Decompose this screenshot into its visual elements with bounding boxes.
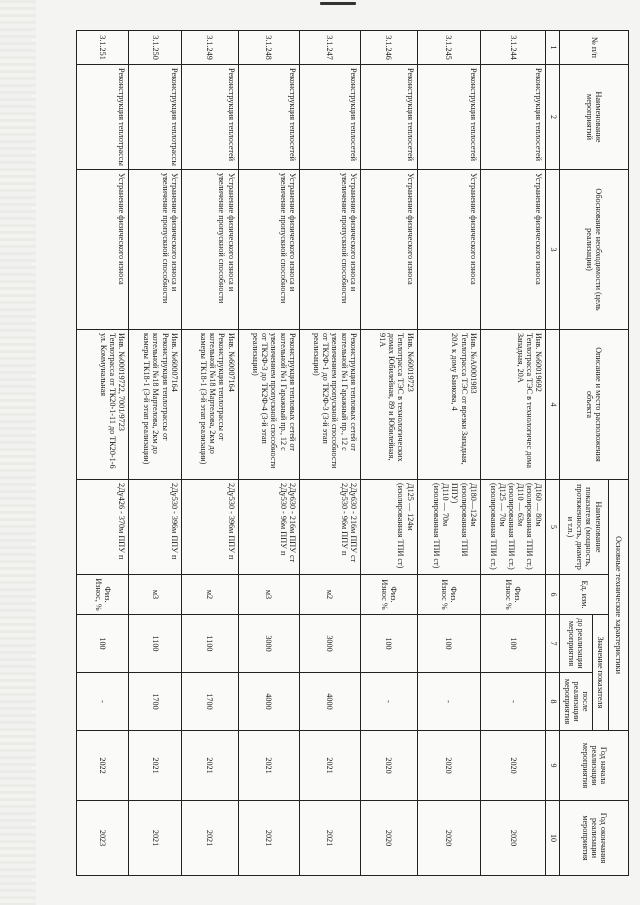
- header-start-year: Год начала реализации мероприятия: [560, 731, 629, 801]
- row-indicator: Д160 — 80м (изолированная ТПИ ст.) Д110 — 63м (изолированная ТПИ ст.) Д125 — 70м (изолированная ТПИ ст.): [480, 480, 546, 575]
- row-num: 3.1.245: [417, 31, 480, 65]
- row-name: Реконструкция теплосетей: [238, 65, 299, 170]
- row-start-year: 2020: [360, 731, 417, 801]
- row-unit: м3: [129, 575, 181, 615]
- scan-mark: [320, 2, 356, 5]
- row-end-year: 2021: [299, 801, 360, 876]
- row-basis: Устранение физического износа и увеличение пропускной способности: [129, 170, 181, 330]
- row-name: Реконструкция теплосетей: [480, 65, 546, 170]
- column-number: 2: [546, 65, 560, 170]
- scan-edge: [0, 0, 36, 905]
- row-start-year: 2020: [480, 731, 546, 801]
- row-start-year: 2021: [181, 731, 238, 801]
- row-start-year: 2021: [238, 731, 299, 801]
- row-name: Реконструкция теплосетей: [417, 65, 480, 170]
- row-num: 3.1.247: [299, 31, 360, 65]
- column-number: 6: [546, 575, 560, 615]
- row-unit: м3: [238, 575, 299, 615]
- row-name: Реконструкция теплосетей: [360, 65, 417, 170]
- row-num: 3.1.249: [181, 31, 238, 65]
- column-number: 9: [546, 731, 560, 801]
- row-after: -: [417, 673, 480, 731]
- row-num: 3.1.244: [480, 31, 546, 65]
- row-end-year: 2021: [129, 801, 181, 876]
- row-num: 3.1.248: [238, 31, 299, 65]
- row-num: 3.1.246: [360, 31, 417, 65]
- row-start-year: 2021: [129, 731, 181, 801]
- row-end-year: 2020: [480, 801, 546, 876]
- table-header: [546, 31, 629, 876]
- row-start-year: 2020: [417, 731, 480, 801]
- row-start-year: 2021: [299, 731, 360, 801]
- row-unit: Физ. Износ, %: [77, 575, 129, 615]
- column-number: 4: [546, 330, 560, 480]
- row-before: 100: [417, 615, 480, 673]
- header-num: № п/п: [560, 31, 629, 65]
- column-number: 1: [546, 31, 560, 65]
- row-description: Реконструкция тепловых сетей от котельной №1 Гаражный пр., 12 с увеличением пропускной способности от ТК2Ф-3 до ТК2Ф-4 (3-й этап реализации): [238, 330, 299, 480]
- row-description: Реконструкция тепловых сетей от котельной №1 Гаражный пр., 12 с увеличением пропускной способности от ТК2Ф-1 до ТК2Ф-3 (3-й этап реализации): [299, 330, 360, 480]
- row-start-year: 2022: [77, 731, 129, 801]
- row-unit: м2: [299, 575, 360, 615]
- row-unit: Физ. Износ %: [480, 575, 546, 615]
- row-description: Инв. №А0001983 Теплотрасса ТЭС от врезки Западная, 20А к дому Баикова, 4: [417, 330, 480, 480]
- row-description: Инв. №60007164 Реконструкция теплотрассы от котельной №18 Мартелова, 2км до камеры ТК18-1 (3-й этап реализации): [129, 330, 181, 480]
- table-row: [181, 31, 238, 876]
- rotated-table-container: [76, 30, 629, 875]
- row-basis: Устранение физического износа и увеличение пропускной способности: [238, 170, 299, 330]
- row-before: 100: [77, 615, 129, 673]
- row-basis: Устранение физического износа: [77, 170, 129, 330]
- row-before: 3000: [238, 615, 299, 673]
- header-name: Наименование мероприятий: [560, 65, 629, 170]
- header-unit: Ед. изм.: [560, 575, 609, 615]
- header-tech-group: Основные технические характеристики: [609, 480, 629, 731]
- row-unit: Физ. Износ %: [360, 575, 417, 615]
- row-indicator: Д125 — 124м (изолированная ТПИ ст): [360, 480, 417, 575]
- table-row: [417, 31, 480, 876]
- row-description: Инв. №60019692 Теплотрасса ТЭС в технологичес дома Западная, 20А: [480, 330, 546, 480]
- row-before: 100: [360, 615, 417, 673]
- row-unit: м2: [181, 575, 238, 615]
- header-basis: Обоснование необходимости (цель реализации): [560, 170, 629, 330]
- row-before: 1100: [181, 615, 238, 673]
- table-body: [77, 31, 546, 876]
- header-after: после реализации мероприятия: [560, 673, 593, 731]
- row-name: Реконструкция теплосетей: [181, 65, 238, 170]
- table-row: [360, 31, 417, 876]
- column-number: 5: [546, 480, 560, 575]
- row-end-year: 2023: [77, 801, 129, 876]
- header-description: Описание и место расположения объекта: [560, 330, 629, 480]
- header-indicator-name: Наименование показателя (мощность, протяженность, диаметр и т.п.): [560, 480, 609, 575]
- row-end-year: 2021: [181, 801, 238, 876]
- table-row: [480, 31, 546, 876]
- row-name: Реконструкция теплотрассы: [77, 65, 129, 170]
- row-before: 1100: [129, 615, 181, 673]
- row-num: 3.1.250: [129, 31, 181, 65]
- row-num: 3.1.251: [77, 31, 129, 65]
- row-after: 1700: [129, 673, 181, 731]
- row-after: -: [360, 673, 417, 731]
- row-before: 3000: [299, 615, 360, 673]
- row-after: 1700: [181, 673, 238, 731]
- row-end-year: 2020: [417, 801, 480, 876]
- header-value-group: Значение показателя: [593, 615, 609, 731]
- row-basis: Устранение физического износа: [417, 170, 480, 330]
- row-name: Реконструкция теплотрассы: [129, 65, 181, 170]
- row-before: 100: [480, 615, 546, 673]
- row-basis: Устранение физического износа и увеличение пропускной способности: [181, 170, 238, 330]
- row-name: Реконструкция теплосетей: [299, 65, 360, 170]
- table-row: [299, 31, 360, 876]
- column-number: 3: [546, 170, 560, 330]
- table-row: [238, 31, 299, 876]
- row-basis: Устранение физического износа: [360, 170, 417, 330]
- row-indicator: 2Ду630 - 216м ППУ ст 2Ду530 - 96м ППУ п: [238, 480, 299, 575]
- row-after: -: [480, 673, 546, 731]
- column-number: 8: [546, 673, 560, 731]
- row-description: Инв. №60019723 Теплотрасса ТЭС в технологических домах Юбилейная, 89 и Юбилейная, 91А: [360, 330, 417, 480]
- column-number-row: [546, 31, 560, 876]
- table-row: [129, 31, 181, 876]
- row-basis: Устранение физического износа и увеличение пропускной способности: [299, 170, 360, 330]
- row-end-year: 2021: [238, 801, 299, 876]
- measures-table: [76, 30, 629, 876]
- row-end-year: 2020: [360, 801, 417, 876]
- row-indicator: 2Ду530 - 396м ППУ п: [129, 480, 181, 575]
- header-end-year: Год окончания реализации мероприятия: [560, 801, 629, 876]
- header-before: до реализации мероприятия: [560, 615, 593, 673]
- row-description: Инв. №60007164 Реконструкция теплотрассы от котельной №18 Мартелова, 2км до камеры ТК18-1 (3-й этап реализации): [181, 330, 238, 480]
- row-indicator: 2Ду630 - 216м ППУ ст 2Ду530 - 96м ППУ п: [299, 480, 360, 575]
- row-description: Инв. №00019722, 7001/9723 Теплотрасса от ТК20-1-11 до ТК20-1-6 ул. Коммунальная: [77, 330, 129, 480]
- row-indicator: 2Ду530 - 396м ППУ п: [181, 480, 238, 575]
- row-after: 4000: [299, 673, 360, 731]
- table-row: [77, 31, 129, 876]
- row-basis: Устранение физического износа: [480, 170, 546, 330]
- row-indicator: 2Ду426 - 370м ППУ п: [77, 480, 129, 575]
- row-after: 4000: [238, 673, 299, 731]
- row-after: -: [77, 673, 129, 731]
- row-indicator: Д180—124м (изолированная ТПИ ППУ) Д110 — 70м (изолированная ТПИ ст): [417, 480, 480, 575]
- row-unit: Физ. Износ %: [417, 575, 480, 615]
- column-number: 7: [546, 615, 560, 673]
- column-number: 10: [546, 801, 560, 876]
